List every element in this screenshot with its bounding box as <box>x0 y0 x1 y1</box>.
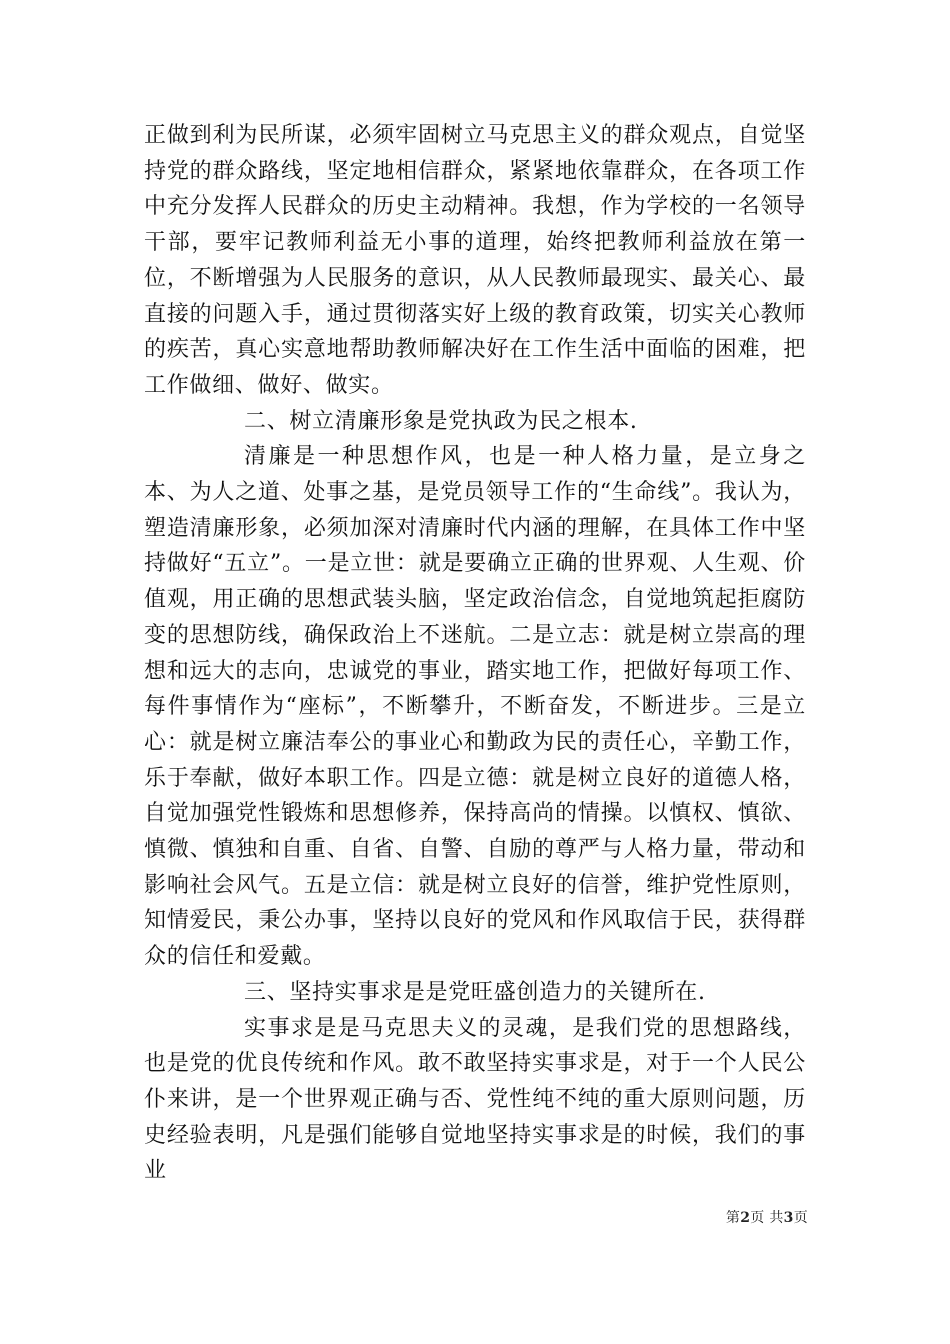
section-heading-3: 三、坚持实事求是是党旺盛创造力的关键所在. <box>244 979 706 1005</box>
footer-prefix: 第 <box>725 1210 741 1226</box>
current-page-number: 2 <box>740 1210 751 1226</box>
footer-middle: 页 共 <box>750 1210 784 1226</box>
document-body <box>144 118 806 1189</box>
total-page-number: 3 <box>783 1210 794 1226</box>
paragraph-section-2: 清廉是一种思想作风，也是一种人格力量，是立身之本、为人之道、处事之基，是党员领导工作的“生命线”。我认为，塑造清廉形象，必须加深对清廉时代内涵的理解，在具体工作中坚持做好“五立”。一是立世：就是要确立正确的世界观、人生观、价值观，用正确的思想武装头脑，坚定政治信念，自觉地筑起拒腐防变的思想防线，确保政治上不迷航。二是立志：就是树立崇高的理想和远大的志向，忠诚党的事业，踏实地工作，把做好每项工作、每件事情作为“座标”，不断攀升，不断奋发，不断进步。三是立心：就是树立廉洁奉公的事业心和勤政为民的责任心，辛勤工作，乐于奉献，做好本职工作。四是立德：就是树立良好的道德人格，自觉加强党性锻炼和思想修养，保持高尚的情操。以慎权、慎欲、慎微、慎独和自重、自省、自警、自励的尊严与人格力量，带动和影响社会风气。五是立信：就是树立良好的信誉，维护党性原则，知情爱民，秉公办事，坚持以良好的党风和作风取信于民，获得群众的信任和爱戴。 <box>144 444 806 970</box>
paragraph-section-3: 实事求是是马克思夫义的灵魂，是我们党的思想路线，也是党的优良传统和作风。敢不敢坚持实事求是，对于一个人民公仆来讲，是一个世界观正确与否、党性纯不纯的重大原则问题，历史经验表明，凡是强们能够自觉地坚持实事求是的时候，我们的事业 <box>144 1015 806 1184</box>
footer-suffix: 页 <box>793 1210 808 1226</box>
paragraph-continuation: 正做到利为民所谋，必须牢固树立马克思主义的群众观点，自觉坚持党的群众路线，坚定地相信群众，紧紧地依靠群众，在各项工作中充分发挥人民群众的历史主动精神。我想，作为学校的一名领导干部，要牢记教师利益无小事的道理，始终把教师利益放在第一位，不断增强为人民服务的意识，从人民教师最现实、最关心、最直接的问题入手，通过贯彻落实好上级的教育政策，切实关心教师的疾苦，真心实意地帮助教师解决好在工作生活中面临的困难，把工作做细、做好、做实。 <box>144 123 806 398</box>
page-footer <box>726 1207 808 1227</box>
section-heading-2: 二、树立清廉形象是党执政为民之根本. <box>244 408 638 434</box>
